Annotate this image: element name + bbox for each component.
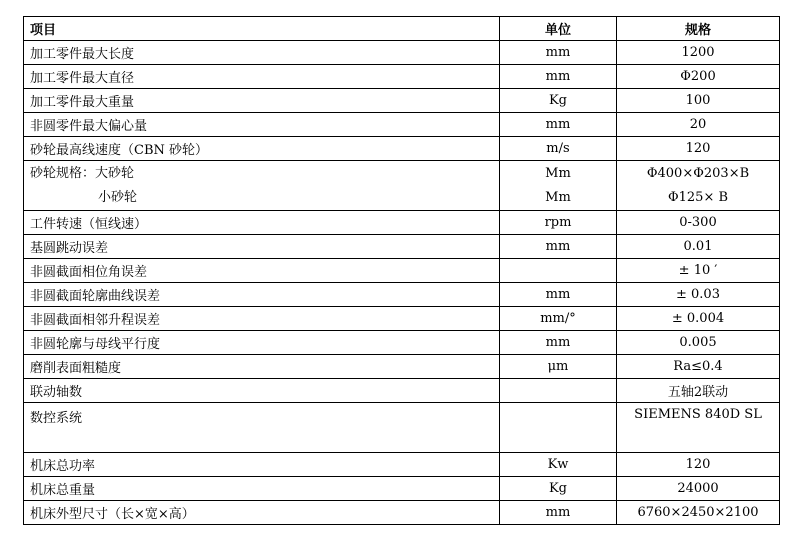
- unit-cell: mm: [500, 501, 617, 525]
- unit-cell: Kg: [500, 89, 617, 113]
- unit-cell: mm: [500, 331, 617, 355]
- table-row: [24, 65, 780, 89]
- spec-cell: SIEMENS 840D SL: [617, 403, 780, 453]
- table-row: [24, 259, 780, 283]
- header-spec: 规格: [617, 17, 780, 41]
- item-cell: 数控系统: [24, 403, 500, 453]
- spec-cell: 100: [617, 89, 780, 113]
- spec-cell: 1200: [617, 41, 780, 65]
- item-cell: 联动轴数: [24, 379, 500, 403]
- unit-cell: [500, 161, 617, 211]
- table-row: [24, 161, 780, 211]
- item-cell: 加工零件最大直径: [24, 65, 500, 89]
- item-line-small-wheel: 小砂轮: [98, 189, 138, 205]
- table-row: [24, 379, 780, 403]
- table-row: [24, 235, 780, 259]
- spec-cell: 6760×2450×2100: [617, 501, 780, 525]
- spec-line-large-wheel: Φ400×Φ203×B: [646, 165, 750, 181]
- table-row: [24, 137, 780, 161]
- item-cell: 非圆轮廓与母线平行度: [24, 331, 500, 355]
- unit-cell: mm: [500, 235, 617, 259]
- item-cell: 基圆跳动误差: [24, 235, 500, 259]
- item-cell: 工件转速（恒线速）: [24, 211, 500, 235]
- item-cell: [24, 161, 500, 211]
- spec-cell: 0-300: [617, 211, 780, 235]
- spec-cell: 120: [617, 137, 780, 161]
- table-row: [24, 283, 780, 307]
- table-row: [24, 41, 780, 65]
- spec-cell: ± 10 ′: [617, 259, 780, 283]
- unit-cell: [500, 379, 617, 403]
- unit-cell: mm/°: [500, 307, 617, 331]
- header-item: 项目: [24, 17, 500, 41]
- table-row: [24, 113, 780, 137]
- spec-cell: ± 0.03: [617, 283, 780, 307]
- table-row: [24, 477, 780, 501]
- table-row: [24, 331, 780, 355]
- spec-cell: 120: [617, 453, 780, 477]
- unit-cell: mm: [500, 65, 617, 89]
- item-cell: 非圆截面相位角误差: [24, 259, 500, 283]
- spec-cell: Φ200: [617, 65, 780, 89]
- table-row: [24, 307, 780, 331]
- item-cell: 非圆截面轮廓曲线误差: [24, 283, 500, 307]
- item-cell: 非圆零件最大偏心量: [24, 113, 500, 137]
- unit-cell: rpm: [500, 211, 617, 235]
- table-header-row: [24, 17, 780, 41]
- item-cell: 机床总功率: [24, 453, 500, 477]
- item-cell: 砂轮最高线速度（CBN 砂轮）: [24, 137, 500, 161]
- table-row: [24, 501, 780, 525]
- unit-cell: m/s: [500, 137, 617, 161]
- table-row: [24, 453, 780, 477]
- item-cell: 机床外型尺寸（长×宽×高）: [24, 501, 500, 525]
- unit-cell: [500, 259, 617, 283]
- spec-cell: 20: [617, 113, 780, 137]
- item-cell: 机床总重量: [24, 477, 500, 501]
- unit-cell: [500, 403, 617, 453]
- item-cell: 加工零件最大长度: [24, 41, 500, 65]
- unit-line-small-wheel: Mm: [545, 189, 571, 205]
- item-line-large-wheel: 砂轮规格：大砂轮: [30, 165, 135, 181]
- spec-cell: Ra≤0.4: [617, 355, 780, 379]
- unit-cell: μm: [500, 355, 617, 379]
- unit-cell: Kg: [500, 477, 617, 501]
- spec-table: [23, 16, 780, 525]
- spec-cell: ± 0.004: [617, 307, 780, 331]
- item-cell: 非圆截面相邻升程误差: [24, 307, 500, 331]
- spec-cell: [617, 161, 780, 211]
- table-row: [24, 355, 780, 379]
- item-cell: 加工零件最大重量: [24, 89, 500, 113]
- spec-line-small-wheel: Φ125× B: [667, 189, 729, 205]
- unit-cell: mm: [500, 113, 617, 137]
- spec-cell: 24000: [617, 477, 780, 501]
- unit-cell: mm: [500, 283, 617, 307]
- unit-cell: mm: [500, 41, 617, 65]
- unit-cell: Kw: [500, 453, 617, 477]
- header-unit: 单位: [500, 17, 617, 41]
- spec-cell: 0.005: [617, 331, 780, 355]
- spec-cell: 0.01: [617, 235, 780, 259]
- table-row: [24, 89, 780, 113]
- unit-line-large-wheel: Mm: [545, 165, 571, 181]
- spec-cell: 五轴2联动: [617, 379, 780, 403]
- table-row: [24, 403, 780, 453]
- table-row: [24, 211, 780, 235]
- item-cell: 磨削表面粗糙度: [24, 355, 500, 379]
